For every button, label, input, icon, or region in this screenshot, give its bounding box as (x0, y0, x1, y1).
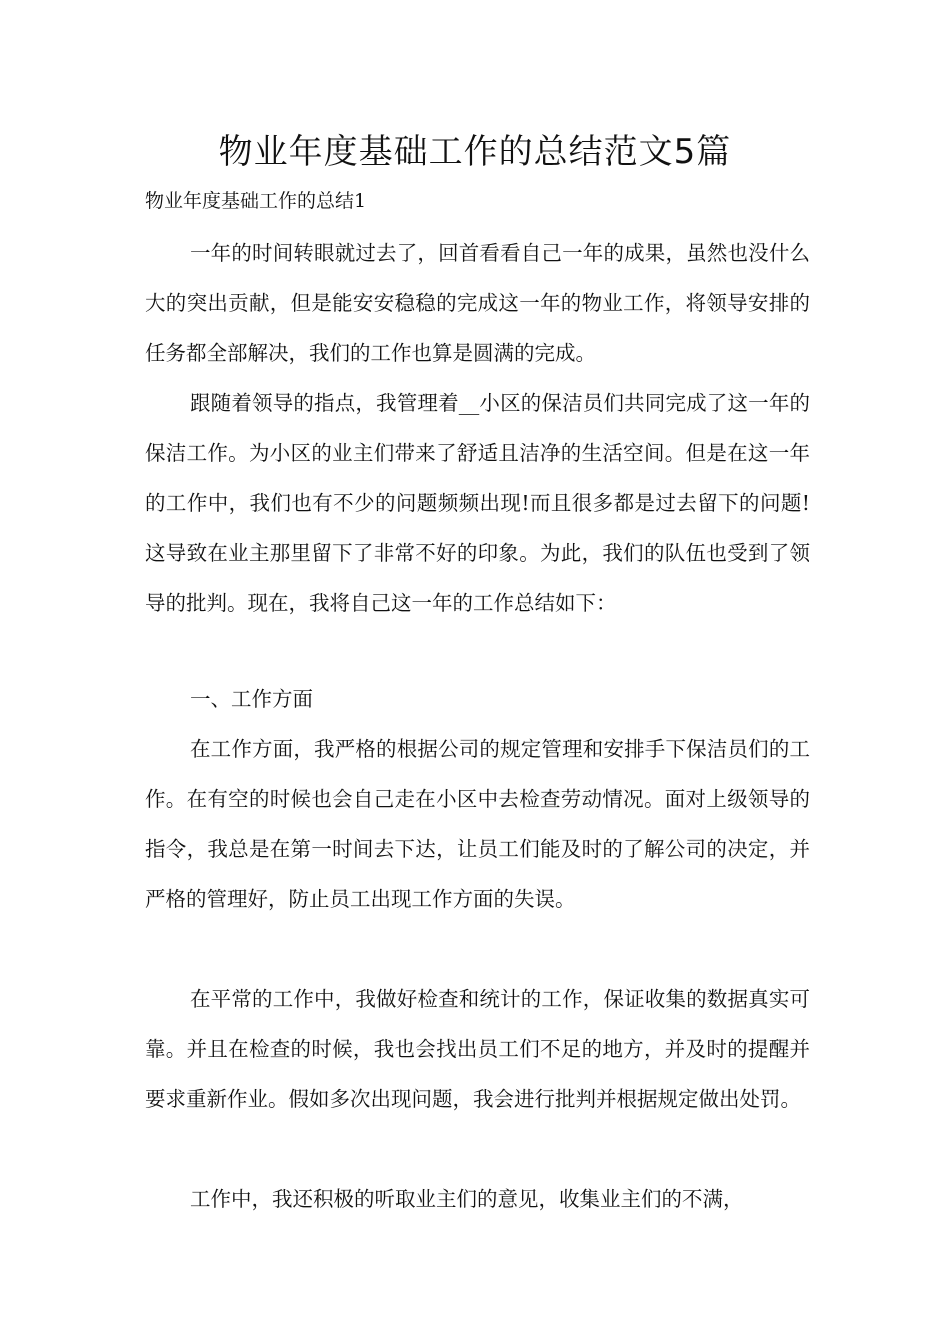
document-title: 物业年度基础工作的总结范文5篇 (218, 132, 732, 172)
section-subtitle: 物业年度基础工作的总结1 (145, 190, 367, 212)
paragraph-1: 一年的时间转眼就过去了，回首看看自己一年的成果，虽然也没什么大的突出贡献，但是能安安稳稳的完成这一年的物业工作，将领导安排的任务都全部解决，我们的工作也算是圆满的完成。 (145, 241, 810, 365)
section-heading-work: 一、工作方面 (190, 687, 313, 711)
paragraph-2: 跟随着领导的指点，我管理着__小区的保洁员们共同完成了这一年的保洁工作。为小区的业主们带来了舒适且洁净的生活空间。但是在这一年的工作中，我们也有不少的问题频频出现!而且很多都是过去留下的问题!这导致在业主那里留下了非常不好的印象。为此，我们的队伍也受到了领导的批判。现在，我将自己这一年的工作总结如下： (145, 391, 810, 615)
paragraph-5: 工作中，我还积极的听取业主们的意见，收集业主们的不满， (190, 1187, 744, 1211)
paragraph-4: 在平常的工作中，我做好检查和统计的工作，保证收集的数据真实可靠。并且在检查的时候，我也会找出员工们不足的地方，并及时的提醒并要求重新作业。假如多次出现问题，我会进行批判并根据规定做出处罚。 (145, 987, 810, 1111)
paragraph-3: 在工作方面，我严格的根据公司的规定管理和安排手下保洁员们的工作。在有空的时候也会自己走在小区中去检查劳动情况。面对上级领导的指令，我总是在第一时间去下达，让员工们能及时的了解公司的决定，并严格的管理好，防止员工出现工作方面的失误。 (145, 737, 810, 911)
